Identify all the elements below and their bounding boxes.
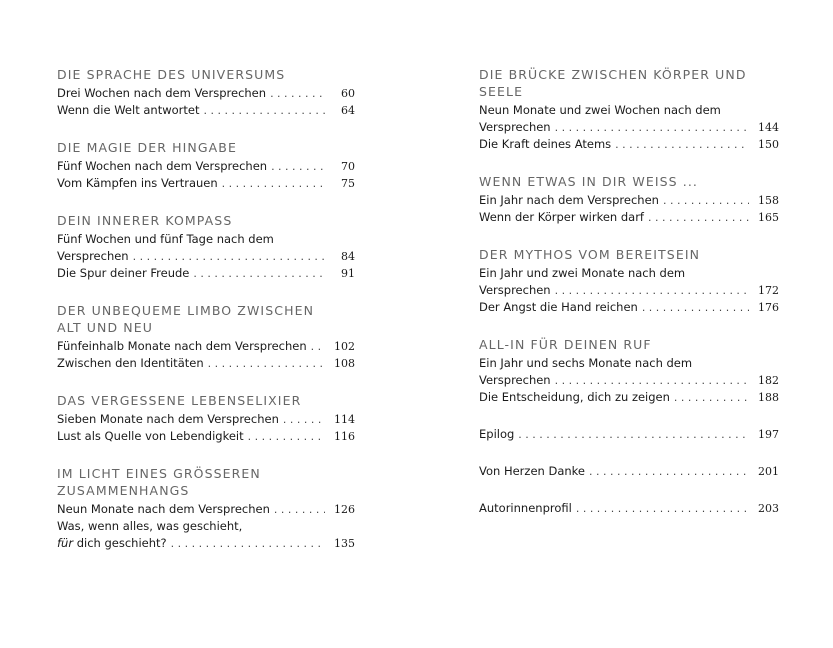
entry-title-text: Lust als Quelle von Lebendigkeit bbox=[57, 429, 244, 443]
page-number: 165 bbox=[758, 211, 779, 224]
entry-title bbox=[57, 158, 267, 175]
toc-left-column bbox=[57, 66, 355, 572]
entry-row bbox=[479, 372, 779, 389]
entry-title bbox=[57, 85, 266, 102]
heading-line: DIE BRÜCKE ZWISCHEN KÖRPER UND SEELE bbox=[479, 67, 747, 99]
entry-row bbox=[479, 426, 779, 443]
dot-leader bbox=[171, 535, 325, 552]
heading-line: ALL-IN FÜR DEINEN RUF bbox=[479, 337, 652, 352]
entry-title bbox=[479, 119, 551, 136]
toc-section bbox=[479, 336, 779, 406]
entry-title-text: Wenn die Welt antwortet bbox=[57, 103, 200, 117]
entry-title-text: Fünf Wochen nach dem Versprechen bbox=[57, 159, 268, 173]
page-number: 84 bbox=[341, 250, 355, 263]
toc-entry bbox=[57, 518, 355, 552]
page-number: 64 bbox=[341, 104, 355, 117]
entry-row bbox=[479, 119, 779, 136]
toc-section bbox=[479, 246, 779, 316]
page-number: 176 bbox=[758, 301, 779, 314]
page-number: 135 bbox=[334, 537, 355, 550]
heading-line: DER MYTHOS VOM BEREITSEIN bbox=[479, 247, 701, 262]
heading-line: DIE MAGIE DER HINGABE bbox=[57, 140, 237, 155]
dot-leader bbox=[208, 355, 325, 372]
entry-row bbox=[479, 209, 779, 226]
entry-row bbox=[57, 428, 355, 445]
toc-entry bbox=[57, 265, 355, 282]
heading-line: DIE SPRACHE DES UNIVERSUMS bbox=[57, 67, 286, 82]
entry-row bbox=[57, 265, 355, 282]
dot-leader bbox=[222, 175, 325, 192]
page-number: 114 bbox=[334, 413, 355, 426]
entry-title-text: Ein Jahr nach dem Versprechen bbox=[479, 193, 659, 207]
dot-leader bbox=[518, 426, 749, 443]
section-heading bbox=[479, 336, 779, 353]
toc-entry bbox=[479, 355, 779, 389]
entry-title bbox=[57, 248, 129, 265]
entry-title-text: Die Entscheidung, dich zu zeigen bbox=[479, 390, 670, 404]
dot-leader bbox=[274, 501, 325, 518]
entry-title bbox=[57, 102, 199, 119]
toc-entry bbox=[57, 231, 355, 265]
toc-section bbox=[479, 66, 779, 153]
toc-section bbox=[57, 465, 355, 552]
entry-title-text: Fünfeinhalb Monate nach dem Versprechen bbox=[57, 339, 307, 353]
entry-title bbox=[479, 299, 638, 316]
toc-entry bbox=[479, 463, 779, 480]
heading-line: IM LICHT EINES GRÖSSEREN bbox=[57, 466, 261, 481]
entry-title bbox=[57, 175, 218, 192]
toc-entry bbox=[57, 102, 355, 119]
entry-title bbox=[479, 136, 611, 153]
toc-entry bbox=[479, 102, 779, 136]
dot-leader bbox=[555, 119, 749, 136]
entry-title-text: Sieben Monate nach dem Versprechen bbox=[57, 412, 279, 426]
toc-section bbox=[57, 139, 355, 192]
toc-entry bbox=[479, 426, 779, 443]
entry-title bbox=[57, 265, 189, 282]
entry-row bbox=[57, 535, 355, 552]
entry-title bbox=[57, 355, 204, 372]
heading-line: ZUSAMMENHANGS bbox=[57, 483, 190, 498]
entry-row bbox=[479, 463, 779, 480]
section-heading bbox=[57, 465, 355, 499]
toc-entry bbox=[479, 209, 779, 226]
section-heading bbox=[57, 392, 355, 409]
toc-entry bbox=[57, 428, 355, 445]
toc-section bbox=[57, 66, 355, 119]
dot-leader bbox=[555, 282, 749, 299]
entry-row bbox=[479, 192, 779, 209]
page-number: 70 bbox=[341, 160, 355, 173]
toc-entry bbox=[479, 500, 779, 517]
dot-leader bbox=[576, 500, 749, 517]
page-number: 188 bbox=[758, 391, 779, 404]
section-heading bbox=[57, 139, 355, 156]
entry-title-line: Ein Jahr und sechs Monate nach dem bbox=[479, 356, 693, 370]
page-number: 182 bbox=[758, 374, 779, 387]
entry-row bbox=[479, 136, 779, 153]
toc-section bbox=[57, 212, 355, 282]
page-number: 102 bbox=[334, 340, 355, 353]
toc-section bbox=[57, 302, 355, 372]
page-number: 144 bbox=[758, 121, 779, 134]
entry-row bbox=[479, 500, 779, 517]
dot-leader bbox=[674, 389, 749, 406]
entry-row bbox=[57, 501, 355, 518]
heading-line: WENN ETWAS IN DIR WEISS ... bbox=[479, 174, 698, 189]
dot-leader bbox=[133, 248, 325, 265]
dot-leader bbox=[642, 299, 749, 316]
entry-title bbox=[479, 426, 514, 443]
dot-leader bbox=[589, 463, 749, 480]
entry-title bbox=[57, 535, 167, 552]
entry-row bbox=[57, 355, 355, 372]
entry-title bbox=[479, 209, 644, 226]
dot-leader bbox=[663, 192, 749, 209]
toc-entry bbox=[479, 136, 779, 153]
page-number: 197 bbox=[758, 428, 779, 441]
entry-title-italic: für bbox=[57, 536, 74, 550]
entry-title-line: Was, wenn alles, was geschieht, bbox=[57, 519, 243, 533]
dot-leader bbox=[311, 338, 325, 355]
toc-entry bbox=[57, 338, 355, 355]
toc-entry bbox=[57, 175, 355, 192]
section-heading bbox=[57, 302, 355, 336]
toc-entry bbox=[479, 389, 779, 406]
entry-title-text: Die Kraft deines Atems bbox=[479, 137, 612, 151]
page-number: 116 bbox=[334, 430, 355, 443]
section-heading bbox=[57, 212, 355, 229]
entry-title-text: Autorinnenprofil bbox=[479, 501, 572, 515]
toc-right-column bbox=[479, 66, 779, 537]
heading-line: DEIN INNERER KOMPASS bbox=[57, 213, 233, 228]
entry-row bbox=[479, 282, 779, 299]
page-number: 75 bbox=[341, 177, 355, 190]
entry-title-text: Die Spur deiner Freude bbox=[57, 266, 190, 280]
entry-title bbox=[57, 501, 270, 518]
toc-entry bbox=[57, 501, 355, 518]
entry-title-text: Versprechen bbox=[57, 249, 129, 263]
page-number: 201 bbox=[758, 465, 779, 478]
page-number: 126 bbox=[334, 503, 355, 516]
entry-title bbox=[479, 500, 572, 517]
page-number: 203 bbox=[758, 502, 779, 515]
page-number: 158 bbox=[758, 194, 779, 207]
entry-title-line: Ein Jahr und zwei Monate nach dem bbox=[479, 266, 686, 280]
dot-leader bbox=[193, 265, 325, 282]
entry-title-text: Der Angst die Hand reichen bbox=[479, 300, 638, 314]
dot-leader bbox=[648, 209, 749, 226]
entry-row bbox=[57, 158, 355, 175]
entry-title bbox=[57, 338, 307, 355]
entry-row bbox=[57, 248, 355, 265]
section-heading bbox=[479, 66, 779, 100]
section-heading bbox=[57, 66, 355, 83]
section-heading bbox=[479, 246, 779, 263]
entry-title-text: Neun Monate nach dem Versprechen bbox=[57, 502, 270, 516]
entry-row bbox=[57, 175, 355, 192]
toc-single-entry bbox=[479, 463, 779, 480]
entry-row bbox=[57, 85, 355, 102]
page-number: 172 bbox=[758, 284, 779, 297]
entry-title-line: Neun Monate und zwei Wochen nach dem bbox=[479, 103, 721, 117]
entry-title-text: Drei Wochen nach dem Versprechen bbox=[57, 86, 267, 100]
entry-title bbox=[479, 192, 659, 209]
entry-title-text: Epilog bbox=[479, 427, 515, 441]
toc-entry bbox=[57, 158, 355, 175]
entry-row bbox=[57, 338, 355, 355]
entry-title bbox=[57, 411, 279, 428]
entry-title-text: Versprechen bbox=[479, 283, 551, 297]
section-heading bbox=[479, 173, 779, 190]
heading-line: DER UNBEQUEME LIMBO ZWISCHEN bbox=[57, 303, 315, 318]
toc-entry bbox=[57, 85, 355, 102]
page-number: 91 bbox=[341, 267, 355, 280]
entry-title-text: Versprechen bbox=[479, 373, 551, 387]
toc-entry bbox=[479, 265, 779, 299]
entry-title-text: Wenn der Körper wirken darf bbox=[479, 210, 644, 224]
toc-entry bbox=[479, 192, 779, 209]
entry-title-text: Zwischen den Identitäten bbox=[57, 356, 204, 370]
toc-single-entry bbox=[479, 426, 779, 443]
toc-entry bbox=[479, 299, 779, 316]
dot-leader bbox=[283, 411, 325, 428]
dot-leader bbox=[615, 136, 749, 153]
toc-single-entry bbox=[479, 500, 779, 517]
page-number: 150 bbox=[758, 138, 779, 151]
entry-title-text: dich geschieht? bbox=[73, 536, 167, 550]
page-number: 60 bbox=[341, 87, 355, 100]
dot-leader bbox=[271, 158, 325, 175]
entry-title bbox=[479, 372, 551, 389]
entry-title-text: Vom Kämpfen ins Vertrauen bbox=[57, 176, 218, 190]
entry-title-text: Versprechen bbox=[479, 120, 551, 134]
entry-title-line: Fünf Wochen und fünf Tage nach dem bbox=[57, 232, 274, 246]
entry-title bbox=[57, 428, 244, 445]
heading-line: DAS VERGESSENE LEBENSELIXIER bbox=[57, 393, 302, 408]
entry-title bbox=[479, 282, 551, 299]
entry-row bbox=[57, 411, 355, 428]
toc-section bbox=[57, 392, 355, 445]
toc-entry bbox=[57, 355, 355, 372]
entry-row bbox=[479, 299, 779, 316]
page-number: 108 bbox=[334, 357, 355, 370]
heading-line: ALT UND NEU bbox=[57, 320, 153, 335]
entry-title bbox=[479, 389, 670, 406]
dot-leader bbox=[555, 372, 749, 389]
toc-entry bbox=[57, 411, 355, 428]
entry-title bbox=[479, 463, 585, 480]
dot-leader bbox=[270, 85, 325, 102]
entry-title-text: Von Herzen Danke bbox=[479, 464, 585, 478]
toc-section bbox=[479, 173, 779, 226]
dot-leader bbox=[203, 102, 325, 119]
entry-row bbox=[57, 102, 355, 119]
dot-leader bbox=[248, 428, 325, 445]
entry-row bbox=[479, 389, 779, 406]
